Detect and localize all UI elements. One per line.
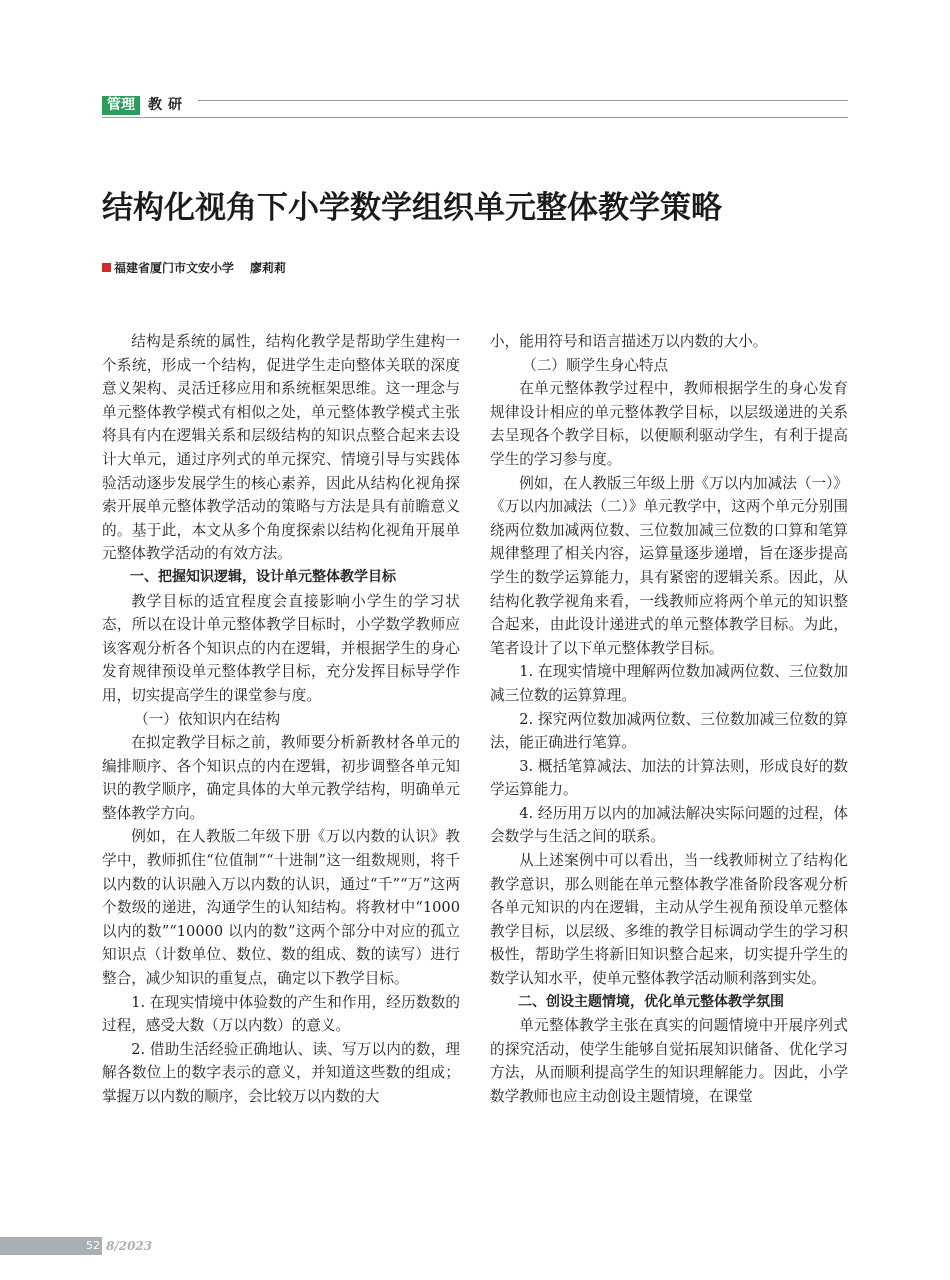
paragraph: 在单元整体教学过程中，教师根据学生的身心发育规律设计相应的单元整体教学目标，以层级递进的关系去呈现各个教学目标，以便顺利驱动学生，有利于提高学生的学习参与度。 [490,380,848,468]
byline [102,258,286,278]
byline-author: 廖莉莉 [250,261,287,275]
header-rule-bottom [102,117,848,118]
section-heading: 一、把握知识逻辑，设计单元整体教学目标 [130,568,396,585]
list-item: 3. 概括笔算减法、加法的计算法则，形成良好的数学运算能力。 [490,757,848,799]
header-rule-top [198,100,848,101]
page-number: 52 [86,1239,100,1252]
issue-label: 8/2023 [106,1239,153,1253]
byline-affiliation: 福建省厦门市文安小学 [114,261,235,275]
paragraph: 在拟定教学目标之前，教师要分析新教材各单元的编排顺序、各个知识点的内在逻辑，初步调整各单元知识的教学顺序，确定具体的大单元教学结构，明确单元整体教学方向。 [102,734,460,822]
section-tag: 管理 [102,96,140,115]
paragraph: 教学目标的适宜程度会直接影响小学生的学习状态，所以在设计单元整体教学目标时，小学数学教师应该客观分析各个知识点的内在逻辑，并根据学生的身心发育规律预设单元整体教学目标，充分发挥目标导学作用，切实提高学生的课堂参与度。 [102,592,460,704]
left-column [102,330,460,1109]
paragraph: 结构是系统的属性，结构化教学是帮助学生建构一个系统，形成一个结构，促进学生走向整体关联的深度意义架构、灵活迁移应用和系统框架思维。这一理念与单元整体教学模式有相似之处，单元整体教学模式主张将具有内在逻辑关系和层级结构的知识点整合起来去设计大单元，通过序列式的单元探究、情境引导与实践体验活动逐步发展学生的核心素养，因此从结构化视角探索开展单元整体教学活动的策略与方法是具有前瞻意义的。基于此，本文从多个角度探索以结构化视角开展单元整体教学活动的有效方法。 [102,333,460,563]
section-heading: 二、创设主题情境，优化单元整体教学氛围 [518,993,784,1010]
list-item: 2. 借助生活经验正确地认、读、写万以内的数，理解各数位上的数字表示的意义，并知道这些数的组成；掌握万以内数的顺序，会比较万以内数的大 [102,1040,460,1105]
running-header [102,94,848,120]
section-label: 教研 [148,97,188,113]
paragraph: 例如，在人教版三年级上册《万以内加减法（一）》《万以内加减法（二）》单元教学中，这两个单元分别围绕两位数加减两位数、三位数加减三位数的口算和笔算规律整理了相关内容，运算量逐步递增，旨在逐步提高学生的数学运算能力，具有紧密的逻辑关系。因此，从结构化教学视角来看，一线教师应将两个单元的知识整合起来，由此设计递进式的单元整体教学目标。为此，笔者设计了以下单元整体教学目标。 [490,474,848,657]
list-item: 1. 在现实情境中体验数的产生和作用，经历数数的过程，感受大数（万以内数）的意义。 [102,993,460,1035]
paragraph: 单元整体教学主张在真实的问题情境中开展序列式的探究活动，使学生能够自觉拓展知识储备、优化学习方法，从而顺利提高学生的知识理解能力。因此，小学数学教师也应主动创设主题情境，在课堂 [490,1017,848,1105]
list-item: 1. 在现实情境中理解两位数加减两位数、三位数加减三位数的运算算理。 [490,663,848,704]
article-title: 结构化视角下小学数学组织单元整体教学策略 [102,190,722,226]
subsection-heading: （二）顺学生身心特点 [522,356,669,374]
list-item: 2. 探究两位数加减两位数、三位数加减三位数的算法，能正确进行笔算。 [490,710,848,752]
byline-marker-icon [102,263,111,272]
list-item: 4. 经历用万以内的加减法解决实际问题的过程，体会数学与生活之间的联系。 [490,804,848,846]
paragraph: 从上述案例中可以看出，当一线教师树立了结构化教学意识，那么则能在单元整体教学准备阶段客观分析各单元知识的内在逻辑，主动从学生视角预设单元整体教学目标，以层级、多维的教学目标调动学生的学习积极性，帮助学生将新旧知识整合起来，切实提升学生的数学认知水平，使单元整体教学活动顺利落到实处。 [490,852,848,988]
paragraph: 例如，在人教版二年级下册《万以内数的认识》教学中，教师抓住“位值制”“十进制”这一组数规则，将千以内数的认识融入万以内数的认识，通过“千”“万”这两个数级的递进，沟通学生的认知结构。将教材中“1000 以内的数”“10000 以内的数”这两个部分中对应的孤立知识点（计数单位、数位、数的组成、数的读写）进行整合，减少知识的重复点，确定以下教学目标。 [102,828,460,988]
subsection-heading: （一）依知识内在结构 [134,710,281,728]
paragraph-continued: 小，能用符号和语言描述万以内数的大小。 [490,333,768,350]
right-column [490,330,848,1109]
